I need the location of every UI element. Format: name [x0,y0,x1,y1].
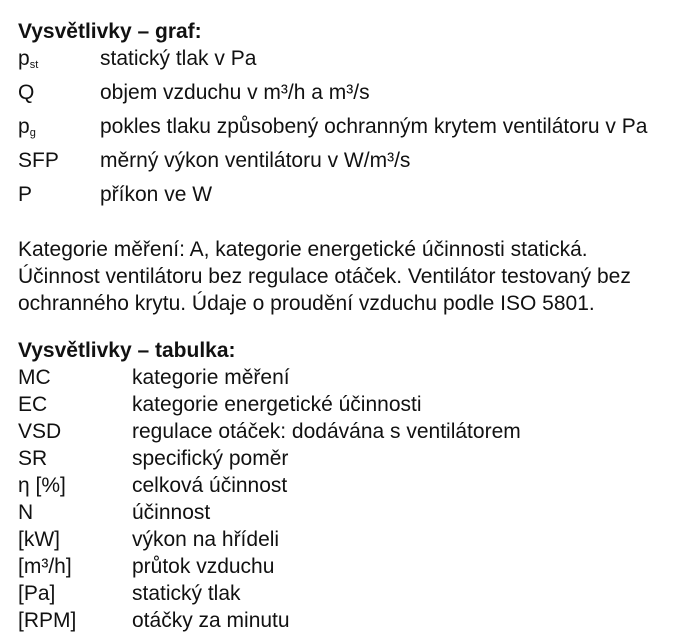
legend-description: otáčky za minutu [132,609,290,632]
graph-legend-section [18,18,695,215]
legend-abbr: SR [18,447,48,470]
legend-description: výkon na hřídeli [132,528,280,551]
legend-description: příkon ve W [100,183,213,206]
table-legend-item [18,418,695,445]
graph-legend-item [18,181,695,215]
graph-legend-item [18,147,695,181]
legend-description: kategorie měření [132,366,290,389]
legend-abbr: [kW] [18,528,60,551]
legend-abbr: [m³/h] [18,555,72,578]
legend-description: pokles tlaku způsobený ochranným krytem ventilátoru v Pa [100,115,648,138]
table-legend-item [18,553,695,580]
legend-description: statický tlak v Pa [100,47,257,70]
legend-abbr: EC [18,393,48,416]
legend-abbr: [RPM] [18,609,77,632]
legend-abbr: MC [18,366,51,389]
legend-abbr: η [%] [18,474,66,497]
legend-symbol: $p_g$ [18,115,36,139]
legend-abbr: [Pa] [18,582,56,605]
table-legend-item [18,607,695,634]
legend-description: objem vzduchu v m³/h a m³/s [100,81,370,104]
legend-abbr: VSD [18,420,62,443]
measurement-note [18,236,688,317]
legend-abbr: N [18,501,34,524]
table-legend-item [18,499,695,526]
note-line: ochranného krytu. Údaje o proudění vzduchu podle ISO 5801. [18,292,595,315]
graph-legend-item [18,79,695,113]
legend-symbol: P [18,183,33,206]
table-legend-title: Vysvětlivky – tabulka: [18,339,236,362]
note-line: Účinnost ventilátoru bez regulace otáček. Ventilátor testovaný bez [18,265,631,288]
legend-description: regulace otáček: dodávána s ventilátorem [132,420,521,443]
legend-description: průtok vzduchu [132,555,275,578]
graph-legend-item [18,113,695,147]
legend-description: kategorie energetické účinnosti [132,393,422,416]
table-legend-item [18,580,695,607]
legend-description: měrný výkon ventilátoru v W/m³/s [100,149,411,172]
legend-symbol: SFP [18,149,59,172]
table-legend-item [18,364,695,391]
graph-legend-item [18,45,695,79]
legend-symbol: Q [18,81,35,104]
table-legend-item [18,472,695,499]
note-line: Kategorie měření: A, kategorie energetické účinnosti statická. [18,238,588,261]
table-legend-item [18,391,695,418]
legend-symbol: $p_{st}$ [18,47,39,71]
table-legend-section [18,337,695,634]
table-legend-item [18,526,695,553]
graph-legend-title: Vysvětlivky – graf: [18,20,202,43]
legend-description: specifický poměr [132,447,289,470]
table-legend-item [18,445,695,472]
legend-description: statický tlak [132,582,241,605]
legend-description: účinnost [132,501,211,524]
legend-description: celková účinnost [132,474,288,497]
